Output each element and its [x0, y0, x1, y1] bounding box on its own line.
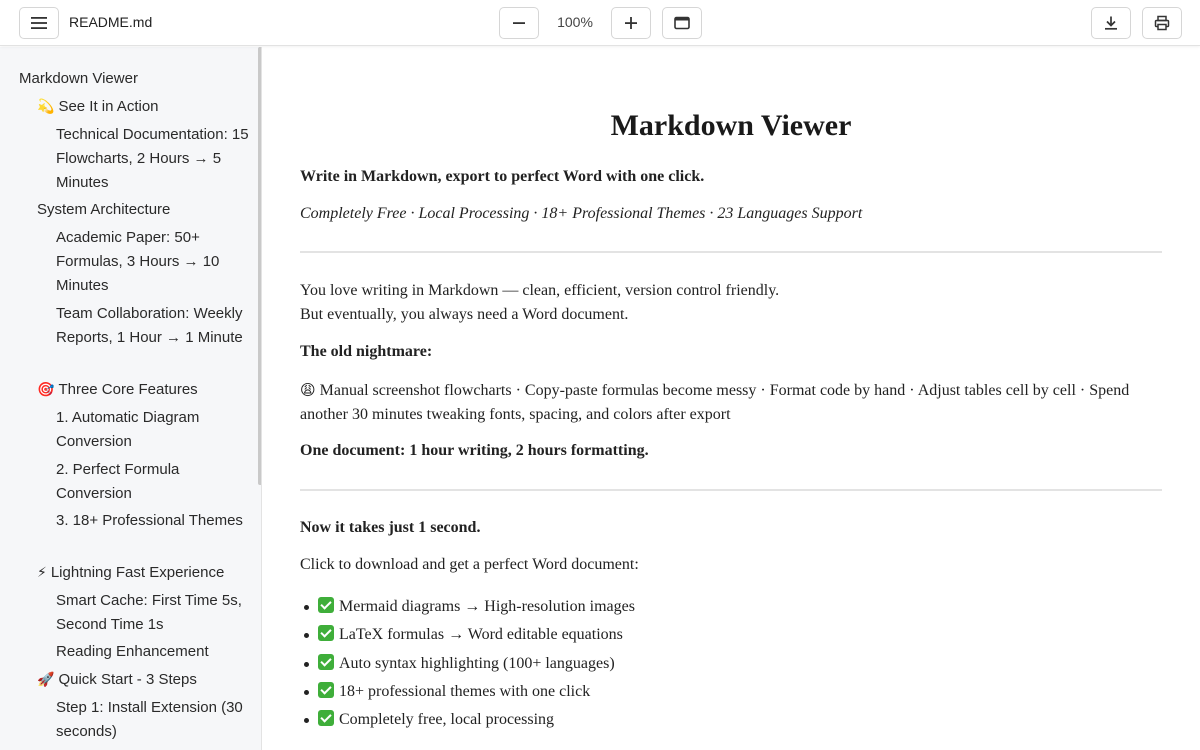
toc-item-quick-start[interactable]: 🚀 Quick Start - 3 Steps — [37, 671, 197, 688]
lightning-icon: ⚡ — [37, 565, 47, 581]
toc-item-system-architecture[interactable]: System Architecture — [37, 201, 171, 218]
nightmare-paragraph: 😩 Manual screenshot flowcharts · Copy-paste formulas become messy · Format code by hand · Adjust tables cell by cell · Spend another 30 minutes tweaking fonts, spacing, and colors after export — [300, 381, 1130, 423]
check-icon — [318, 625, 334, 641]
summary-line: One document: 1 hour writing, 2 hours formatting. — [300, 442, 649, 459]
divider — [300, 489, 1162, 491]
download-button[interactable] — [1091, 7, 1131, 39]
zoom-out-button[interactable] — [499, 7, 539, 39]
sparkle-icon: 💫 — [37, 99, 55, 115]
toc-item-lightning-fast-experience[interactable]: ⚡ Lightning Fast Experience — [37, 564, 225, 581]
toc-item-three-core-features[interactable]: 🎯 Three Core Features — [37, 381, 198, 398]
now-heading: Now it takes just 1 second. — [300, 519, 481, 536]
minus-icon — [512, 16, 526, 30]
toc-item-perfect-formula-conversion[interactable]: 2. Perfect Formula Conversion — [56, 461, 180, 502]
target-icon: 🎯 — [37, 382, 55, 398]
features-line: Completely Free · Local Processing · 18+ Professional Themes · 23 Languages Support — [300, 205, 863, 222]
check-icon — [318, 710, 334, 726]
toc-item-technical-documentation[interactable]: Technical Documentation: 15 Flowcharts, 2 Hours → 5 Minutes — [56, 126, 249, 191]
toc-item-smart-cache[interactable]: Smart Cache: First Time 5s, Second Time 1s — [56, 592, 242, 633]
list-item: Auto syntax highlighting (100+ languages) — [300, 650, 1162, 678]
check-icon — [318, 597, 334, 613]
zoom-in-button[interactable] — [611, 7, 651, 39]
tired-face-icon: 😩 — [300, 381, 316, 399]
toc-item-install-extension[interactable]: Step 1: Install Extension (30 seconds) — [56, 699, 243, 740]
window-icon — [674, 16, 690, 30]
check-icon — [318, 654, 334, 670]
toc-item-reading-enhancement[interactable]: Reading Enhancement — [56, 643, 209, 660]
document-content — [262, 47, 1200, 750]
list-item: Mermaid diagrams → High-resolution images — [300, 593, 1162, 621]
print-button[interactable] — [1142, 7, 1182, 39]
intro-line-1: You love writing in Markdown — clean, efficient, version control friendly. — [300, 282, 780, 299]
toc-item-team-collaboration[interactable]: Team Collaboration: Weekly Reports, 1 Hour → 1 Minute — [56, 305, 243, 346]
list-item: 18+ professional themes with one click — [300, 678, 1162, 706]
divider — [300, 251, 1162, 253]
plus-icon — [624, 16, 638, 30]
intro-line-2: But eventually, you always need a Word document. — [300, 306, 629, 323]
menu-icon — [30, 16, 48, 30]
rocket-icon: 🚀 — [37, 672, 55, 688]
nightmare-heading: The old nightmare: — [300, 343, 433, 360]
document-title: Markdown Viewer — [610, 109, 852, 142]
print-icon — [1154, 15, 1170, 31]
list-item: Completely free, local processing — [300, 706, 1162, 734]
toc-item-academic-paper[interactable]: Academic Paper: 50+ Formulas, 3 Hours → 10 Minutes — [56, 229, 220, 294]
tagline: Write in Markdown, export to perfect Word with one click. — [300, 168, 705, 185]
toc-item-professional-themes[interactable]: 3. 18+ Professional Themes — [56, 512, 243, 529]
feature-list — [300, 593, 1162, 734]
toolbar — [0, 0, 1200, 46]
file-name: README.md — [69, 14, 153, 30]
toc-item-markdown-viewer[interactable]: Markdown Viewer — [19, 70, 138, 87]
zoom-level: 100% — [557, 14, 593, 30]
list-item: LaTeX formulas → Word editable equations — [300, 621, 1162, 649]
layout-toggle-button[interactable] — [662, 7, 702, 39]
check-icon — [318, 682, 334, 698]
toc-item-see-it-in-action[interactable]: 💫 See It in Action — [37, 98, 159, 115]
download-icon — [1103, 15, 1119, 31]
toc-item-automatic-diagram-conversion[interactable]: 1. Automatic Diagram Conversion — [56, 409, 200, 450]
menu-button[interactable] — [19, 7, 59, 39]
click-text: Click to download and get a perfect Word document: — [300, 556, 639, 573]
table-of-contents-sidebar — [0, 47, 262, 750]
